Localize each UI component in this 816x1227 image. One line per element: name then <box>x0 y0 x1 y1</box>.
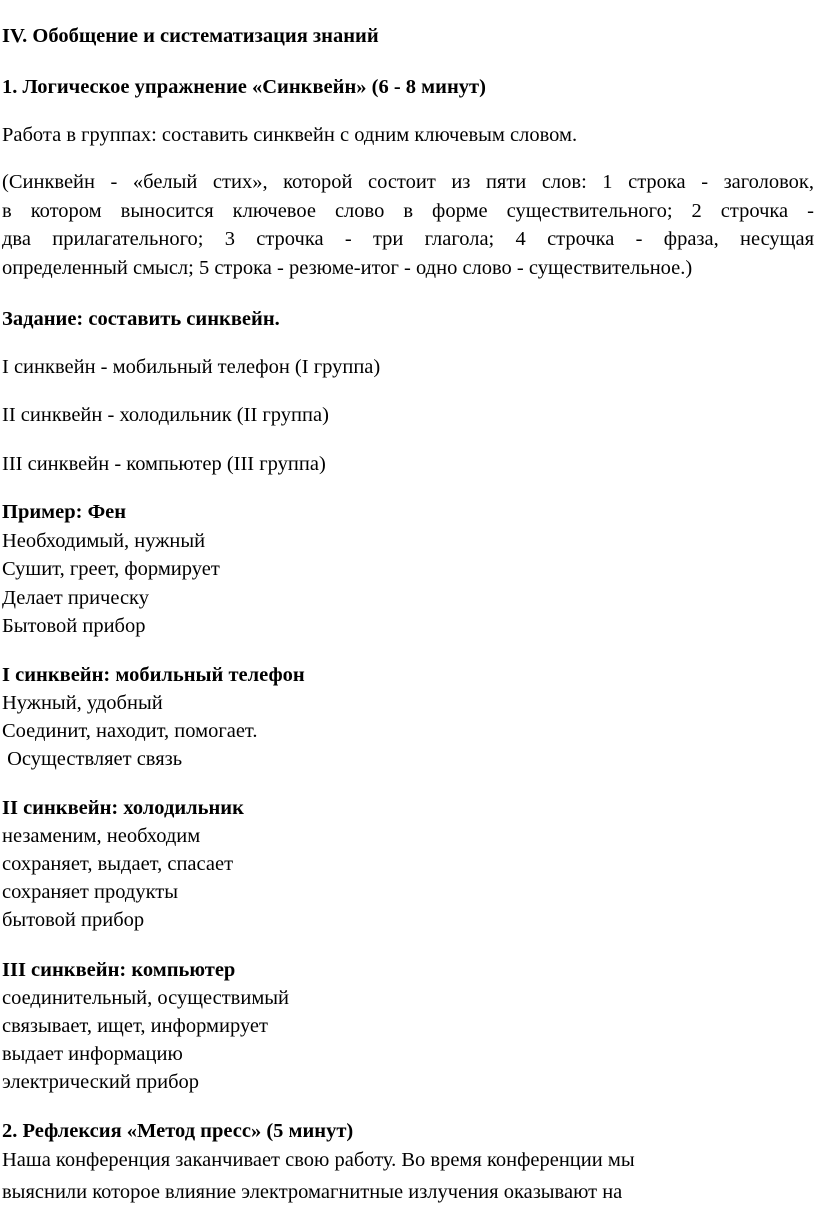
cinquain-3-line: электрический прибор <box>2 1071 200 1093</box>
cinquain-2-line: бытовой прибор <box>2 909 145 931</box>
cinquain-2-line: сохраняет продукты <box>2 881 179 903</box>
group-work-text: Работа в группах: составить синквейн с одним ключевым словом. <box>2 124 578 146</box>
example-line: Бытовой прибор <box>2 615 146 637</box>
assignment-3: III синквейн - компьютер (III группа) <box>2 453 326 475</box>
example-line: Сушит, греет, формирует <box>2 558 220 580</box>
task-title: Задание: составить синквейн. <box>2 308 280 330</box>
exercise-title: 1. Логическое упражнение «Синквейн» (6 - 8 минут) <box>2 76 486 98</box>
reflection-line: выяснили которое влияние электромагнитные излучения оказывают на <box>2 1181 623 1203</box>
cinquain-1-title: I синквейн: мобильный телефон <box>2 664 305 686</box>
cinquain-2-line: сохраняет, выдает, спасает <box>2 853 234 875</box>
example-title: Пример: Фен <box>2 501 127 523</box>
cinquain-2-line: незаменим, необходим <box>2 825 201 847</box>
section-heading: IV. Обобщение и систематизация знаний <box>2 25 379 47</box>
cinquain-1-line: Осуществляет связь <box>2 748 183 770</box>
definition-line: в котором выносится ключевое слово в форме существительного; 2 строчка - <box>2 199 814 222</box>
definition-line: определенный смысл; 5 строка - резюме-итог - одно слово - существительное.) <box>2 256 693 279</box>
definition-line: (Синквейн - «белый стих», которой состоит из пяти слов: 1 строка - заголовок, <box>2 171 814 193</box>
cinquain-2-title: II синквейн: холодильник <box>2 797 244 819</box>
reflection-line: Наша конференция заканчивает свою работу. Во время конференции мы <box>2 1149 635 1171</box>
cinquain-3-line: выдает информацию <box>2 1043 183 1065</box>
cinquain-3-line: связывает, ищет, информирует <box>2 1015 268 1037</box>
cinquain-1-line: Нужный, удобный <box>2 692 163 714</box>
cinquain-3-title: III синквейн: компьютер <box>2 959 236 981</box>
cinquain-1-line: Соединит, находит, помогает. <box>2 720 258 742</box>
example-line: Необходимый, нужный <box>2 530 206 552</box>
cinquain-3-line: соединительный, осуществимый <box>2 987 290 1009</box>
example-line: Делает прическу <box>2 587 149 609</box>
assignment-2: II синквейн - холодильник (II группа) <box>2 404 329 426</box>
definition-paragraph <box>2 168 814 282</box>
definition-line: два прилагательного; 3 строчка - три глагола; 4 строчка - фраза, несущая <box>2 228 814 250</box>
assignment-1: I синквейн - мобильный телефон (I группа) <box>2 356 381 378</box>
reflection-title: 2. Рефлексия «Метод пресс» (5 минут) <box>2 1120 354 1142</box>
